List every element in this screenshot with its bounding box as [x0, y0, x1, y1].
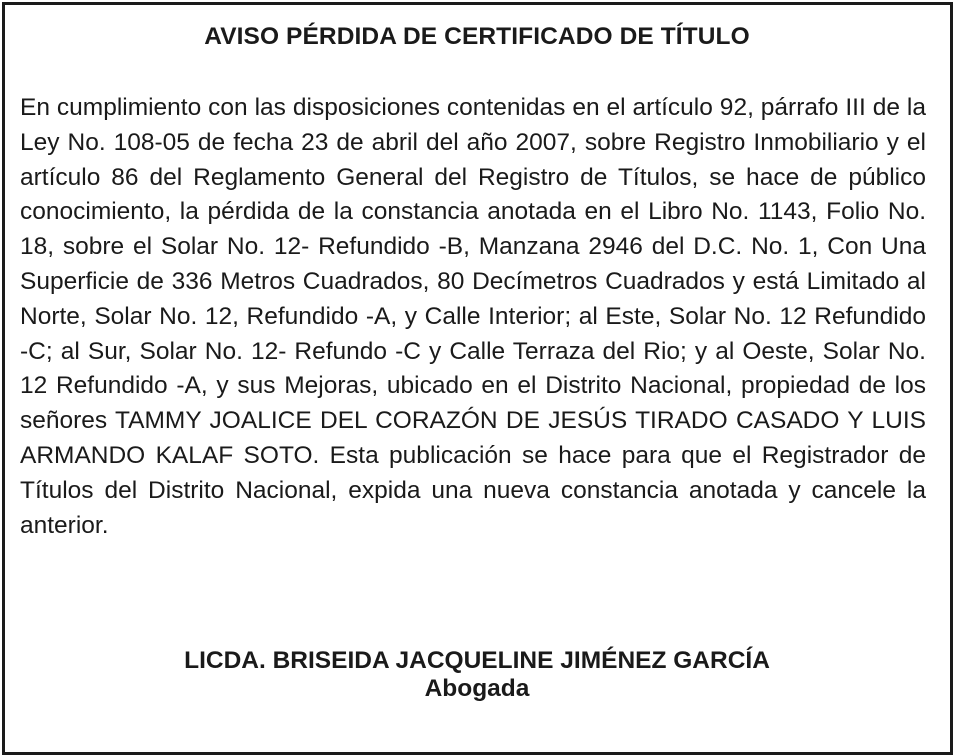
signer-name: LICDA. BRISEIDA JACQUELINE JIMÉNEZ GARCÍA	[184, 647, 770, 674]
signer-role: Abogada	[424, 675, 530, 702]
signature-block	[0, 647, 954, 703]
notice-body: En cumplimiento con las disposiciones contenidas en el artículo 92, párrafo III de la Ley No. 108-05 de fecha 23 de abril del año 2007, sobre Registro Inmobiliario y el artículo 86 del Reglamento General del Registro de Títulos, se hace de público conocimiento, la pérdida de la constancia anotada en el Libro No. 1143, Folio No. 18, sobre el Solar No. 12- Refundido -B, Manzana 2946 del D.C. No. 1, Con Una Superficie de 336 Metros Cuadrados, 80 Decímetros Cuadrados y está Limitado al Norte, Solar No. 12, Refundido -A, y Calle Interior; al Este, Solar No. 12 Refundido -C; al Sur, Solar No. 12- Refundo -C y Calle Terraza del Rio; y al Oeste, Solar No. 12 Refundido -A, y sus Mejoras, ubicado en el Distrito Nacional, propiedad de los señores TAMMY JOALICE DEL CORAZÓN DE JESÚS TIRADO CASADO Y LUIS ARMANDO KALAF SOTO. Esta publicación se hace para que el Registrador de Títulos del Distrito Nacional, expida una nueva constancia anotada y cancele la anterior.	[20, 94, 926, 539]
notice-title: AVISO PÉRDIDA DE CERTIFICADO DE TÍTULO	[204, 23, 750, 50]
